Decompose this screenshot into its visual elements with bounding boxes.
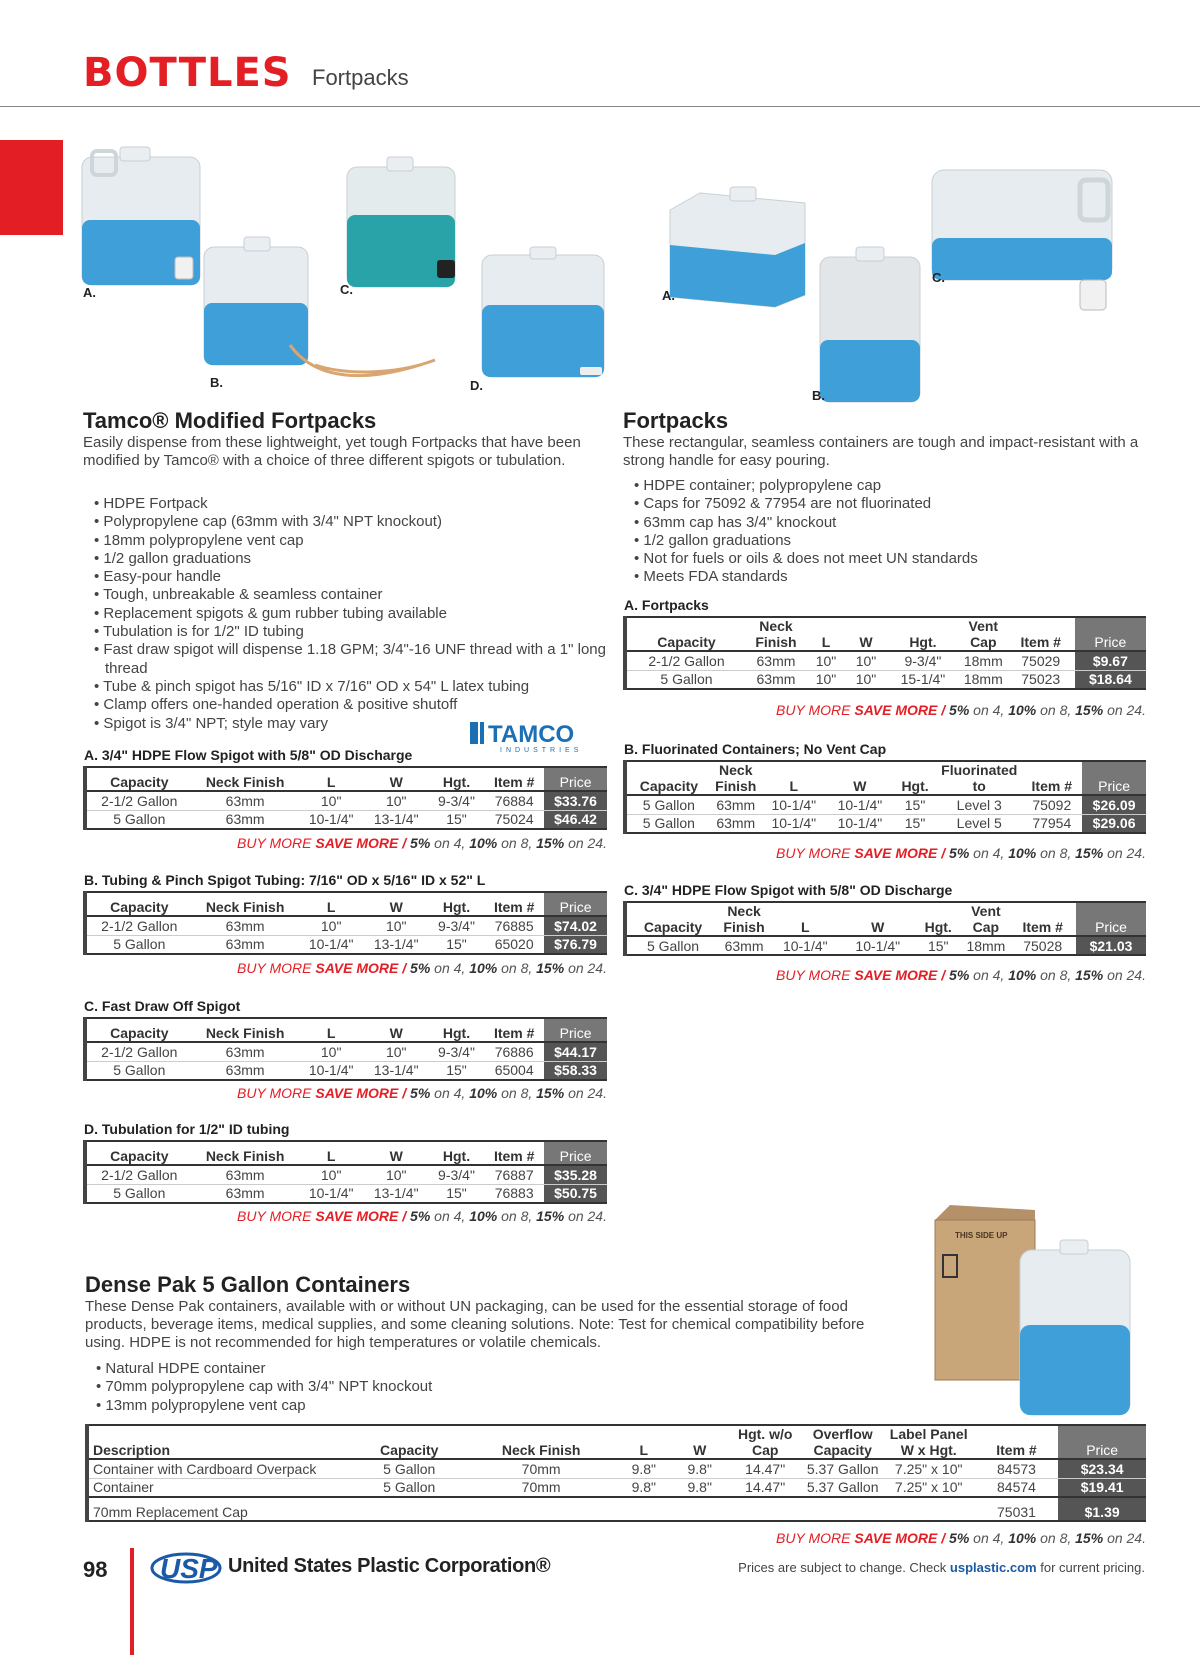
tamco-logo-text: TAMCO	[488, 721, 575, 748]
cell: 15"	[429, 935, 484, 954]
cell: 5.37 Gallon	[803, 1459, 883, 1478]
page-title: BOTTLES	[83, 50, 292, 96]
feature-item: • Easy-pour handle	[93, 568, 613, 586]
densepak-features	[95, 1360, 695, 1415]
col-header: Capacity	[85, 767, 192, 791]
price-cell: $29.06	[1082, 814, 1146, 833]
cell: 15"	[893, 814, 937, 833]
cell: 10"	[364, 1165, 429, 1184]
col-header: Neck Finish	[192, 1141, 299, 1165]
price-cell: $74.02	[544, 916, 607, 935]
page-number: 98	[83, 1557, 108, 1582]
cell: 10-1/4"	[299, 810, 364, 829]
cell: 10-1/4"	[761, 795, 827, 814]
save-more-note: BUY MORE SAVE MORE / 5% on 4, 10% on 8, 15% on 24.	[776, 1530, 1146, 1546]
feature-item: • 18mm polypropylene vent cap	[93, 532, 613, 550]
table-row	[625, 814, 1146, 833]
col-header: W	[842, 902, 914, 936]
cell: 10"	[806, 651, 846, 670]
col-header: Item #	[484, 1141, 544, 1165]
cell: 10"	[299, 791, 364, 810]
cell: 10-1/4"	[842, 936, 914, 955]
table-row	[625, 795, 1146, 814]
photo-right-label-b: B.	[812, 388, 825, 403]
fortpack-c-image	[345, 155, 460, 290]
cell: 9-3/4"	[429, 916, 484, 935]
table-row	[85, 1061, 607, 1080]
col-header: W	[364, 1141, 429, 1165]
cell: 63mm	[711, 795, 761, 814]
cell: 2-1/2 Gallon	[85, 791, 192, 810]
col-header: Description	[87, 1425, 352, 1459]
cell: 18mm	[960, 651, 1007, 670]
cell: 65004	[484, 1061, 544, 1080]
col-header: Vent Cap	[962, 902, 1009, 936]
cell: 13-1/4"	[364, 810, 429, 829]
cell: 14.47"	[728, 1478, 803, 1497]
cell: 7.25" x 10"	[883, 1459, 975, 1478]
tamco-table-c-title: C. Fast Draw Off Spigot	[84, 998, 241, 1014]
pricing-note: Prices are subject to change. Check usplastic.com for current pricing.	[738, 1560, 1145, 1575]
feature-item: • 1/2 gallon graduations	[93, 550, 613, 568]
col-header: W	[846, 617, 886, 651]
website-link[interactable]: usplastic.com	[949, 1560, 1037, 1575]
col-header-price: Price	[1076, 902, 1146, 936]
cell: 5 Gallon	[352, 1478, 466, 1497]
photo-right-label-a: A.	[662, 288, 675, 303]
cell: 18mm	[960, 670, 1007, 689]
price-cell: $58.33	[544, 1061, 607, 1080]
price-cell: $44.17	[544, 1042, 607, 1061]
col-header-price: Price	[544, 892, 607, 916]
cell: 10-1/4"	[299, 1061, 364, 1080]
feature-item: • HDPE Fortpack	[93, 495, 613, 513]
densepak-description: These Dense Pak containers, available with or without UN packaging, can be used for the essential storage of food products, beverage items, medical supplies, and some cleaning solutions. Note: Test for chemical compatibility before using. HDPE is not recommended for high temperatures or volatile chemicals.	[85, 1298, 865, 1351]
feature-item: • Tubulation is for 1/2" ID tubing	[93, 623, 613, 641]
cell: 70mm	[466, 1459, 615, 1478]
cell: 75031	[975, 1497, 1059, 1521]
cell: 18mm	[962, 936, 1009, 955]
cell: 15-1/4"	[886, 670, 960, 689]
cell: 13-1/4"	[364, 1184, 429, 1203]
tamco-table-d	[83, 1140, 607, 1204]
cell: 63mm	[746, 651, 806, 670]
cell: 15"	[914, 936, 962, 955]
tubing-image	[285, 340, 445, 390]
cell: 5 Gallon	[85, 935, 192, 954]
tamco-features	[93, 495, 613, 733]
cell: 10-1/4"	[769, 936, 841, 955]
cell: 63mm	[711, 814, 761, 833]
cell: 9-3/4"	[429, 791, 484, 810]
cell: 5 Gallon	[625, 936, 719, 955]
table-row	[625, 651, 1146, 670]
cell: 14.47"	[728, 1459, 803, 1478]
table-row	[87, 1478, 1146, 1497]
feature-item: • Tube & pinch spigot has 5/16" ID x 7/16" OD x 54" L latex tubing	[93, 678, 613, 696]
cell: 15"	[429, 1184, 484, 1203]
col-header: Capacity	[625, 761, 711, 795]
feature-item: • Caps for 75092 & 77954 are not fluorinated	[633, 495, 1143, 513]
table-row	[87, 1497, 1146, 1521]
col-header: W	[672, 1425, 728, 1459]
col-header: Neck Finish	[466, 1425, 615, 1459]
dense-pak-image	[925, 1200, 1135, 1420]
photo-label-b: B.	[210, 375, 223, 390]
photo-label-c: C.	[340, 282, 353, 297]
cell: 63mm	[192, 1165, 299, 1184]
col-header: L	[299, 767, 364, 791]
cell: Level 3	[937, 795, 1021, 814]
cell: 76883	[484, 1184, 544, 1203]
cell: 9.8"	[616, 1459, 672, 1478]
table-row	[625, 670, 1146, 689]
cell: 76886	[484, 1042, 544, 1061]
price-cell: $46.42	[544, 810, 607, 829]
fortpacks-table-a	[623, 616, 1146, 690]
tamco-table-d-title: D. Tubulation for 1/2" ID tubing	[84, 1121, 290, 1137]
col-header: Hgt. w/o Cap	[728, 1425, 803, 1459]
cell: 10"	[806, 670, 846, 689]
fortpacks-title: Fortpacks	[623, 408, 729, 433]
price-cell: $26.09	[1082, 795, 1146, 814]
col-header: W	[364, 767, 429, 791]
cell: 15"	[893, 795, 937, 814]
tamco-table-b-title: B. Tubing & Pinch Spigot Tubing: 7/16" OD x 5/16" ID x 52" L	[84, 872, 486, 888]
cell: 63mm	[746, 670, 806, 689]
photo-right-label-c: C.	[932, 270, 945, 285]
fortpacks-description: These rectangular, seamless containers are tough and impact-resistant with a strong handle for easy pouring.	[623, 434, 1139, 469]
price-cell: $21.03	[1076, 936, 1146, 955]
cell: Container	[87, 1478, 352, 1497]
table-row	[85, 1042, 607, 1061]
cell: 9.8"	[672, 1459, 728, 1478]
cell: 65020	[484, 935, 544, 954]
col-header: Fluorinated to	[937, 761, 1021, 795]
cell: 76884	[484, 791, 544, 810]
fortpack-right-b-image	[818, 245, 923, 405]
cell: 10"	[299, 1042, 364, 1061]
col-header: Label Panel W x Hgt.	[883, 1425, 975, 1459]
fortpacks-table-a-title: A. Fortpacks	[624, 597, 709, 613]
cell: 2-1/2 Gallon	[85, 1165, 192, 1184]
col-header: Item #	[484, 767, 544, 791]
price-cell: $33.76	[544, 791, 607, 810]
tamco-description: Easily dispense from these lightweight, yet tough Fortpacks that have been modified by Tamco® with a choice of three different spigots or tubulation.	[83, 434, 581, 469]
cell: 9.8"	[672, 1478, 728, 1497]
col-header: Item #	[975, 1425, 1059, 1459]
col-header-price: Price	[1082, 761, 1146, 795]
col-header: Item #	[1007, 617, 1075, 651]
col-header: Item #	[1021, 761, 1082, 795]
col-header: L	[299, 892, 364, 916]
save-more-note: BUY MORE SAVE MORE / 5% on 4, 10% on 8, 15% on 24.	[776, 845, 1146, 861]
cell: 10-1/4"	[299, 935, 364, 954]
table-row	[85, 1165, 607, 1184]
col-header: Neck Finish	[192, 1018, 299, 1042]
cell: 9-3/4"	[886, 651, 960, 670]
price-cell: $1.39	[1058, 1497, 1146, 1521]
feature-item: • HDPE container; polypropylene cap	[633, 477, 1143, 495]
col-header: W	[364, 1018, 429, 1042]
tamco-table-a	[83, 766, 607, 830]
price-cell: $50.75	[544, 1184, 607, 1203]
cell: 10"	[364, 916, 429, 935]
cell: 10"	[299, 1165, 364, 1184]
col-header: L	[806, 617, 846, 651]
feature-item: • Clamp offers one-handed operation & positive shutoff	[93, 696, 613, 714]
table-row	[85, 791, 607, 810]
col-header: Neck Finish	[711, 761, 761, 795]
col-header: Capacity	[352, 1425, 466, 1459]
cell: 84574	[975, 1478, 1059, 1497]
col-header-price: Price	[544, 1141, 607, 1165]
col-header: Neck Finish	[192, 767, 299, 791]
col-header: Vent Cap	[960, 617, 1007, 651]
col-header: Neck Finish	[719, 902, 769, 936]
cell: 5.37 Gallon	[803, 1478, 883, 1497]
cell: 76885	[484, 916, 544, 935]
cell: 9-3/4"	[429, 1042, 484, 1061]
col-header: Capacity	[85, 892, 192, 916]
col-header: Item #	[484, 892, 544, 916]
feature-item: • 70mm polypropylene cap with 3/4" NPT knockout	[95, 1378, 695, 1396]
usp-logo-text: USP	[160, 1553, 218, 1584]
page-subtitle: Fortpacks	[312, 65, 409, 90]
cell: 63mm	[192, 791, 299, 810]
table-row	[85, 935, 607, 954]
photo-label-a: A.	[83, 285, 96, 300]
company-name: United States Plastic Corporation®	[228, 1555, 551, 1577]
cell: 2-1/2 Gallon	[85, 1042, 192, 1061]
cell: 76887	[484, 1165, 544, 1184]
cell: 2-1/2 Gallon	[625, 651, 746, 670]
box-text: THIS SIDE UP	[955, 1231, 1008, 1240]
col-header: Hgt.	[429, 1018, 484, 1042]
cell: Level 5	[937, 814, 1021, 833]
save-more-note: BUY MORE SAVE MORE / 5% on 4, 10% on 8, 15% on 24.	[237, 1208, 607, 1224]
col-header: L	[761, 761, 827, 795]
price-cell: $23.34	[1058, 1459, 1146, 1478]
cell: 5 Gallon	[625, 670, 746, 689]
feature-item: • Meets FDA standards	[633, 568, 1143, 586]
fortpacks-table-b	[623, 760, 1146, 834]
densepak-title: Dense Pak 5 Gallon Containers	[85, 1272, 411, 1297]
cell: 13-1/4"	[364, 1061, 429, 1080]
tamco-title: Tamco® Modified Fortpacks	[83, 408, 377, 433]
fortpack-right-c-image	[930, 160, 1115, 320]
price-cell: $19.41	[1058, 1478, 1146, 1497]
save-more-note: BUY MORE SAVE MORE / 5% on 4, 10% on 8, 15% on 24.	[237, 1085, 607, 1101]
cell: 13-1/4"	[364, 935, 429, 954]
cell: 10"	[846, 651, 886, 670]
col-header: Capacity	[85, 1018, 192, 1042]
cell: 5 Gallon	[625, 814, 711, 833]
table-row	[85, 1184, 607, 1203]
cell: 2-1/2 Gallon	[85, 916, 192, 935]
cell: 63mm	[192, 810, 299, 829]
cell: 75092	[1021, 795, 1082, 814]
save-more-note: BUY MORE SAVE MORE / 5% on 4, 10% on 8, 15% on 24.	[237, 835, 607, 851]
col-header: Hgt.	[893, 761, 937, 795]
fortpack-d-image	[480, 245, 610, 380]
tamco-logo-sub: INDUSTRIES	[500, 747, 583, 754]
feature-item: • Polypropylene cap (63mm with 3/4" NPT knockout)	[93, 513, 613, 531]
col-header: W	[364, 892, 429, 916]
section-tab	[0, 140, 63, 235]
tamco-logo	[468, 718, 603, 754]
cell: 10"	[299, 916, 364, 935]
col-header: Capacity	[625, 902, 719, 936]
cell: 5 Gallon	[85, 1184, 192, 1203]
save-more-note: BUY MORE SAVE MORE / 5% on 4, 10% on 8, 15% on 24.	[776, 702, 1146, 718]
col-header: Hgt.	[429, 1141, 484, 1165]
usp-logo-icon	[150, 1548, 222, 1588]
table-row	[87, 1459, 1146, 1478]
cell: 63mm	[719, 936, 769, 955]
col-header: Item #	[1009, 902, 1076, 936]
cell: 70mm	[466, 1478, 615, 1497]
cell: 63mm	[192, 1184, 299, 1203]
fortpack-a-image	[80, 145, 205, 290]
col-header: L	[769, 902, 841, 936]
col-header-price: Price	[544, 1018, 607, 1042]
feature-item: • Spigot is 3/4" NPT; style may vary	[93, 715, 613, 733]
col-header: Capacity	[625, 617, 746, 651]
table-row	[85, 916, 607, 935]
col-header-price: Price	[1058, 1425, 1146, 1459]
cell: Container with Cardboard Overpack	[87, 1459, 352, 1478]
cell: 10-1/4"	[761, 814, 827, 833]
cell: 9-3/4"	[429, 1165, 484, 1184]
cell: 84573	[975, 1459, 1059, 1478]
cell: 10"	[364, 1042, 429, 1061]
price-cell: $9.67	[1075, 651, 1146, 670]
cell: 10"	[846, 670, 886, 689]
col-header: Hgt.	[429, 767, 484, 791]
feature-item: • Replacement spigots & gum rubber tubing available	[93, 605, 613, 623]
cell: 5 Gallon	[352, 1459, 466, 1478]
price-cell: $18.64	[1075, 670, 1146, 689]
fortpacks-table-c	[623, 901, 1146, 956]
feature-item: • Natural HDPE container	[95, 1360, 695, 1378]
cell: 63mm	[192, 935, 299, 954]
col-header: L	[299, 1018, 364, 1042]
tamco-table-a-title: A. 3/4" HDPE Flow Spigot with 5/8" OD Discharge	[84, 747, 413, 763]
cell: 10-1/4"	[827, 795, 893, 814]
col-header: Hgt.	[429, 892, 484, 916]
feature-item: • 63mm cap has 3/4" knockout	[633, 514, 1143, 532]
price-cell: $35.28	[544, 1165, 607, 1184]
save-more-note: BUY MORE SAVE MORE / 5% on 4, 10% on 8, 15% on 24.	[776, 967, 1146, 983]
col-header: Hgt.	[886, 617, 960, 651]
header-divider	[0, 106, 1200, 107]
feature-item: • Fast draw spigot will dispense 1.18 GPM; 3/4"-16 UNF thread with a 1" long thread	[93, 641, 613, 678]
table-row	[625, 936, 1146, 955]
cell: 5 Gallon	[625, 795, 711, 814]
cell: 5 Gallon	[85, 810, 192, 829]
cell: 63mm	[192, 1042, 299, 1061]
table-row	[85, 810, 607, 829]
densepak-table	[85, 1424, 1146, 1522]
col-header: Hgt.	[914, 902, 962, 936]
cell: 63mm	[192, 916, 299, 935]
fortpacks-table-c-title: C. 3/4" HDPE Flow Spigot with 5/8" OD Discharge	[624, 882, 953, 898]
col-header: Neck Finish	[192, 892, 299, 916]
col-header: W	[827, 761, 893, 795]
fortpack-right-a-image	[660, 185, 815, 310]
cell: 75029	[1007, 651, 1075, 670]
feature-item: • 1/2 gallon graduations	[633, 532, 1143, 550]
col-header: Item #	[484, 1018, 544, 1042]
cell: 10-1/4"	[299, 1184, 364, 1203]
footer-divider	[130, 1548, 134, 1655]
cell: 77954	[1021, 814, 1082, 833]
col-header: L	[616, 1425, 672, 1459]
feature-item: • Tough, unbreakable & seamless container	[93, 586, 613, 604]
cell: 15"	[429, 1061, 484, 1080]
save-more-note: BUY MORE SAVE MORE / 5% on 4, 10% on 8, 15% on 24.	[237, 960, 607, 976]
price-cell: $76.79	[544, 935, 607, 954]
col-header-price: Price	[544, 767, 607, 791]
col-header: L	[299, 1141, 364, 1165]
col-header: Overflow Capacity	[803, 1425, 883, 1459]
cell: 75028	[1009, 936, 1076, 955]
feature-item: • Not for fuels or oils & does not meet UN standards	[633, 550, 1143, 568]
cell: 75023	[1007, 670, 1075, 689]
tamco-table-b	[83, 891, 607, 955]
fortpacks-table-b-title: B. Fluorinated Containers; No Vent Cap	[624, 741, 887, 757]
cell: 63mm	[192, 1061, 299, 1080]
cell: 7.25" x 10"	[883, 1478, 975, 1497]
col-header-price: Price	[1075, 617, 1146, 651]
cell: 9.8"	[616, 1478, 672, 1497]
cell: 5 Gallon	[85, 1061, 192, 1080]
cell: 10"	[364, 791, 429, 810]
col-header: Neck Finish	[746, 617, 806, 651]
tamco-table-c	[83, 1017, 607, 1081]
photo-label-d: D.	[470, 378, 483, 393]
cell: 15"	[429, 810, 484, 829]
cell: 10-1/4"	[827, 814, 893, 833]
col-header: Capacity	[85, 1141, 192, 1165]
fortpacks-features	[633, 477, 1143, 587]
cell: 70mm Replacement Cap	[87, 1497, 975, 1521]
cell: 75024	[484, 810, 544, 829]
feature-item: • 13mm polypropylene vent cap	[95, 1397, 695, 1415]
